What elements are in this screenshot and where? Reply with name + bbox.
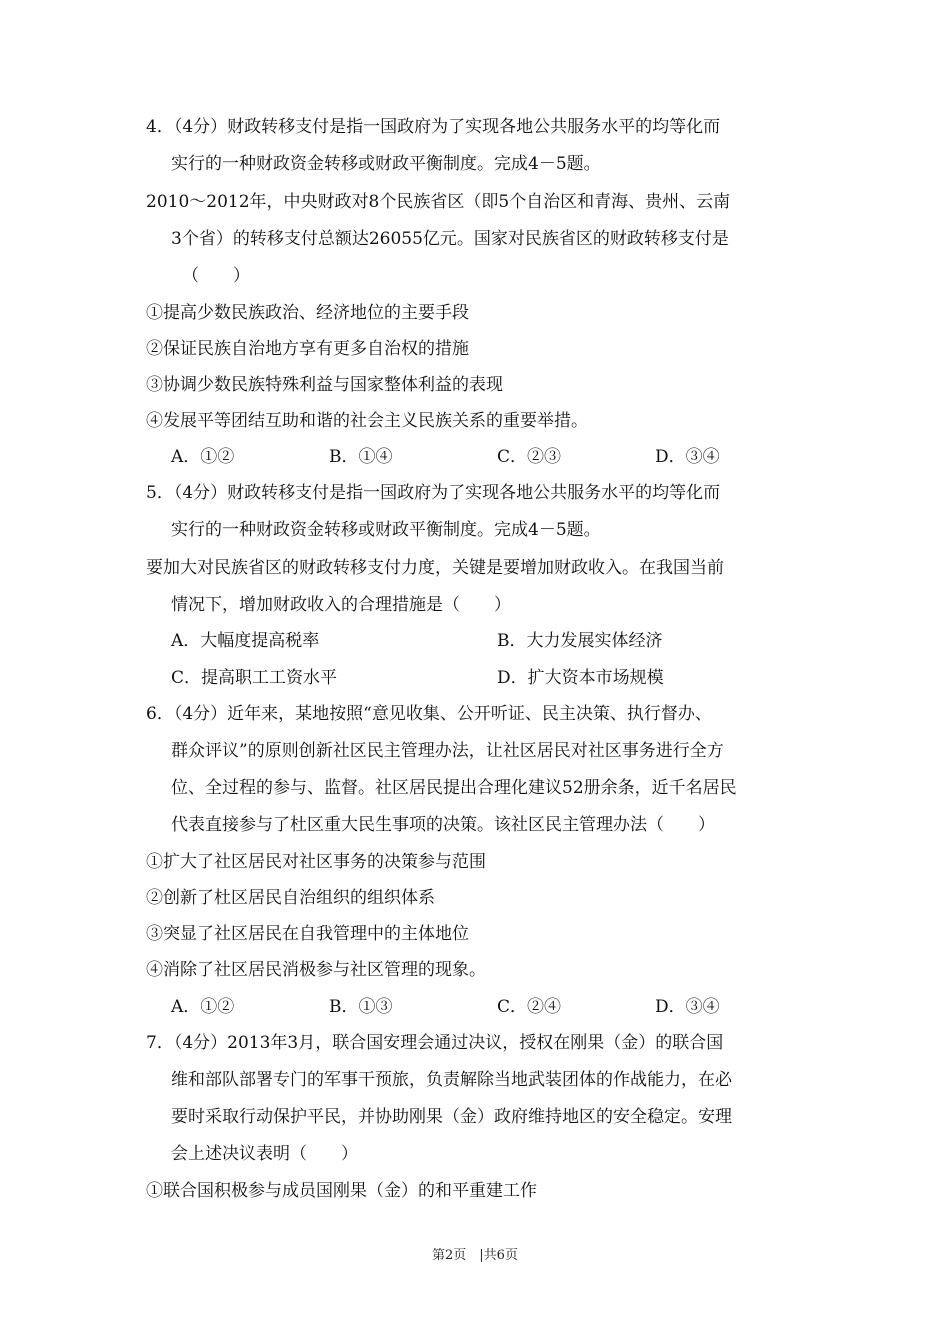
q4-stem-line-2: 实行的一种财政资金转移或财政平衡制度。完成4－5题。 — [171, 154, 601, 174]
q4-option-a[interactable]: A．①② — [171, 447, 235, 467]
q7-stem-line-4: 会上述决议表明（ ） — [171, 1144, 358, 1164]
q6-stem-line-4: 代表直接参与了杜区重大民生事项的决策。该社区民主管理办法（ ） — [171, 815, 715, 835]
q6-stem-line-1: 6．（4分）近年来，某地按照“意见收集、公开听证、民主决策、执行督办、 — [146, 704, 712, 724]
q6-item-1: ①扩大了社区居民对社区事务的决策参与范围 — [146, 852, 486, 872]
q5-stem-line-1: 5．（4分）财政转移支付是指一国政府为了实现各地公共服务水平的均等化而 — [146, 483, 721, 503]
page-footer: 第2页 |共6页 — [432, 1248, 518, 1263]
q4-option-b[interactable]: B．①④ — [329, 447, 393, 467]
q6-stem-line-3: 位、全过程的参与、监督。社区居民提出合理化建议52册余条，近千名居民 — [171, 778, 737, 798]
q4-material-line-1: 2010～2012年，中央财政对8个民族省区（即5个自治区和青海、贵州、云南 — [146, 192, 731, 212]
q4-material-line-3: （ ） — [182, 266, 250, 286]
q5-option-b[interactable]: B．大力发展实体经济 — [497, 631, 663, 651]
q4-item-1: ①提高少数民族政治、经济地位的主要手段 — [146, 303, 469, 323]
q4-material-line-2: 3个省）的转移支付总额达26055亿元。国家对民族省区的财政转移支付是 — [171, 229, 729, 249]
q4-item-2: ②保证民族自治地方享有更多自治权的措施 — [146, 339, 469, 359]
q6-stem-line-2: 群众评议”的原则创新社区民主管理办法，让社区居民对社区事务进行全方 — [171, 741, 724, 761]
q6-option-b[interactable]: B．①③ — [329, 997, 393, 1017]
q4-option-c[interactable]: C．②③ — [497, 447, 562, 467]
q6-item-4: ④消除了社区居民消极参与社区管理的现象。 — [146, 960, 486, 980]
q4-item-3: ③协调少数民族特殊利益与国家整体利益的表现 — [146, 375, 503, 395]
q5-material-line-2: 情况下，增加财政收入的合理措施是（ ） — [171, 595, 511, 615]
q6-item-2: ②创新了杜区居民自治组织的组织体系 — [146, 888, 435, 908]
q4-item-4: ④发展平等团结互助和谐的社会主义民族关系的重要举措。 — [146, 411, 588, 431]
q5-option-c[interactable]: C．提高职工工资水平 — [171, 668, 338, 688]
q7-stem-line-3: 要时采取行动保护平民，并协助刚果（金）政府维持地区的安全稳定。安理 — [171, 1107, 732, 1127]
q4-stem-line-1: 4．（4分）财政转移支付是指一国政府为了实现各地公共服务水平的均等化而 — [146, 117, 721, 137]
q4-option-d[interactable]: D．③④ — [655, 447, 720, 467]
q5-option-d[interactable]: D．扩大资本市场规模 — [497, 668, 664, 688]
q5-stem-line-2: 实行的一种财政资金转移或财政平衡制度。完成4－5题。 — [171, 520, 601, 540]
q6-item-3: ③突显了社区居民在自我管理中的主体地位 — [146, 924, 469, 944]
q6-option-c[interactable]: C．②④ — [497, 997, 562, 1017]
q7-item-1: ①联合国积极参与成员国刚果（金）的和平重建工作 — [146, 1181, 537, 1201]
q6-option-d[interactable]: D．③④ — [655, 997, 720, 1017]
q7-stem-line-2: 维和部队部署专门的军事干预旅，负责解除当地武装团体的作战能力，在必 — [171, 1070, 732, 1090]
q5-option-a[interactable]: A．大幅度提高税率 — [171, 631, 320, 651]
q6-option-a[interactable]: A．①② — [171, 997, 235, 1017]
q7-stem-line-1: 7．（4分）2013年3月，联合国安理会通过决议，授权在刚果（金）的联合国 — [146, 1033, 724, 1053]
q5-material-line-1: 要加大对民族省区的财政转移支付力度，关键是要增加财政收入。在我国当前 — [146, 558, 724, 578]
